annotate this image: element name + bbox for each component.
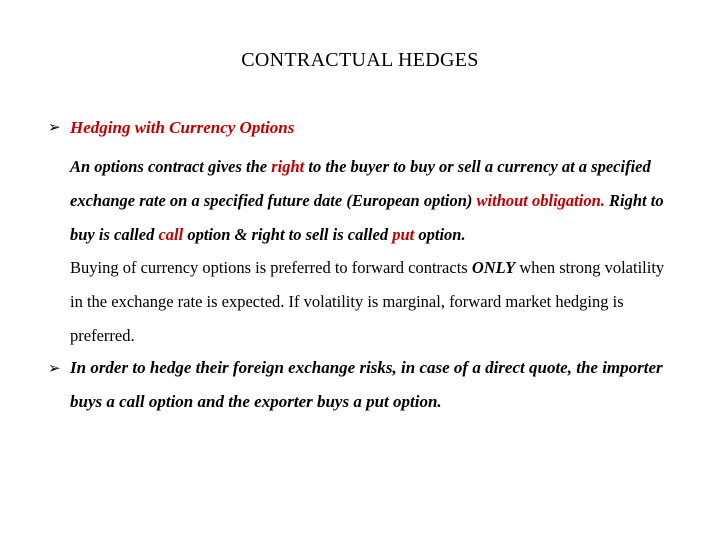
text-run: when strong volatility in the exchange rate is expected. If volatility is marginal, forward market hedging is preferred. [70,258,665,345]
text-run: Buying of currency options is preferred to forward contracts [70,258,472,277]
text-run: Right to buy is called [70,191,664,244]
keyword-without-obligation: without obligation. [476,191,605,210]
keyword-call: call [158,225,184,244]
bullet-hedge-direct-quote [48,351,688,419]
options-definition-paragraph [70,150,680,252]
keyword-right: right [271,157,305,176]
keyword-put: put [392,225,415,244]
bullet-heading: Hedging with Currency Options [70,118,295,137]
text-run: to the buyer to buy or sell a currency at a specified exchange rate on a specified future date (European option) [70,157,651,210]
arrow-bullet-icon: ➢ [48,118,61,136]
preference-paragraph [70,251,680,353]
emphasis-only: ONLY [471,258,516,277]
text-run: An options contract gives the [70,157,272,176]
text-run: option. [414,225,466,244]
slide-title: CONTRACTUAL HEDGES [241,49,479,71]
bullet-hedging-options [48,118,688,138]
text-run: option & right to sell is called [183,225,393,244]
arrow-bullet-icon: ➢ [48,359,61,377]
bullet-text: In order to hedge their foreign exchange risks, in case of a direct quote, the importer buys a call option and the exporter buys a put option. [70,358,663,411]
